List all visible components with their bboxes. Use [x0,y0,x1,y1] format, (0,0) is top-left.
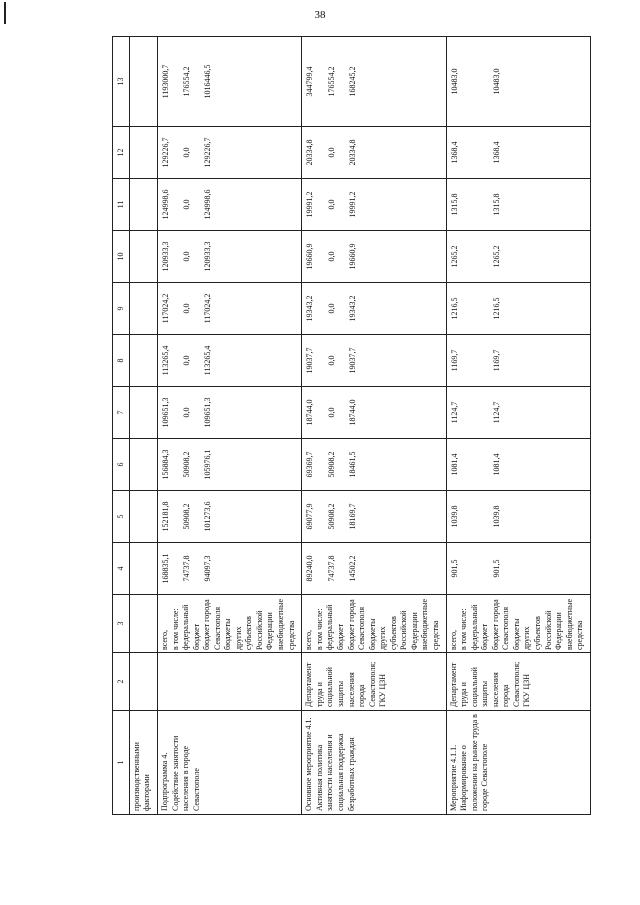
amount: 20334,8 [347,139,357,166]
amount: 74737,8 [182,555,192,582]
page-number: 38 [314,9,326,21]
amount: 19660,9 [305,243,315,270]
executor: Департамент труда и социальной защиты населения города Севастополя; ГКУ ЦЗН [302,653,446,711]
value-cell [158,491,302,543]
column-number-row [113,37,130,815]
amount [534,440,555,489]
column-header: 1 [113,711,130,815]
value-cell [302,127,446,179]
amount [534,38,555,125]
program-name: Основное мероприятие 4.1. Активная политика занятости населения и социальная поддержка безработных граждан [302,711,446,815]
amount: 18169,7 [347,503,357,530]
value-cell [446,231,590,283]
amount: 1039,8 [449,505,459,528]
amount: 1169,7 [492,349,502,372]
amount: 20334,8 [305,139,315,166]
amount [513,232,534,281]
amount: 120933,3 [203,241,213,272]
amount: 74737,8 [326,555,336,582]
amount: 152181,8 [161,501,170,532]
amount [471,284,492,333]
amount: 109651,3 [161,397,170,428]
amount: 1315,8 [492,193,502,216]
amount: 0,0 [182,407,192,418]
column-header: 13 [113,37,130,127]
amount [246,492,267,541]
value-cell [302,283,446,335]
executor: Департамент труда и социальной защиты населения города Севастополя; ГКУ ЦЗН [446,653,590,711]
amount: 0,0 [326,147,336,158]
amount [225,232,246,281]
amount: 1124,7 [492,401,502,424]
amount: 10483,0 [449,68,459,95]
value-cell [158,283,302,335]
value-cell [158,439,302,491]
amount: 19991,2 [347,191,357,218]
column-header: 6 [113,439,130,491]
amount [513,544,534,593]
amount: 1265,2 [449,245,459,268]
amount [513,128,534,177]
value-cell [158,127,302,179]
funding-source-label: всего, [160,629,169,650]
funding-sources [446,595,590,653]
amount [390,544,411,593]
amount [534,128,555,177]
amount [246,284,267,333]
amount: 1081,4 [492,453,502,476]
amount: 168245,2 [347,66,357,97]
amount [246,440,267,489]
value-cell [302,543,446,595]
amount: 176554,2 [182,66,192,97]
amount: 1265,2 [492,245,502,268]
amount: 1216,5 [492,297,502,320]
amount [246,180,267,229]
value-cell [158,335,302,387]
amount: 168835,1 [161,553,170,584]
executor [158,653,302,711]
amount: 69369,7 [305,451,315,478]
amount [369,284,390,333]
column-header: 9 [113,283,130,335]
amount [390,284,411,333]
amount [390,232,411,281]
amount [390,388,411,437]
amount: 1016446,5 [203,64,213,99]
value-cell [446,491,590,543]
table-body [113,37,591,815]
amount: 1193000,7 [161,64,170,99]
amount [390,492,411,541]
amount: 1039,8 [492,505,502,528]
value-cell [446,37,590,127]
funding-source-label: федеральный бюджет [469,604,490,650]
amount [369,180,390,229]
amount: 105976,1 [203,449,213,480]
amount: 901,5 [449,559,459,578]
value-cell [302,491,446,543]
column-header: 10 [113,231,130,283]
table-container [112,37,591,815]
amount: 19037,7 [305,347,315,374]
amount [513,388,534,437]
value-cell [446,335,590,387]
funding-source-label: всего, [304,629,314,650]
amount: 10483,0 [492,68,502,95]
amount [390,128,411,177]
amount: 0,0 [182,303,192,314]
amount [246,336,267,385]
continuation-row [130,37,158,815]
amount: 113265,4 [203,345,213,376]
scan-edge-mark [4,2,6,24]
amount: 129226,7 [161,137,170,168]
amount: 18461,5 [347,451,357,478]
amount [225,492,246,541]
amount: 1169,7 [449,349,459,372]
value-cell [302,37,446,127]
column-header: 11 [113,179,130,231]
column-header: 5 [113,491,130,543]
amount: 94097,3 [203,555,213,582]
amount [534,336,555,385]
program-name: Подпрограмма 4. Содействие занятости населения в городе Севастополе [158,711,302,815]
amount: 50908,2 [326,503,336,530]
amount: 0,0 [182,199,192,210]
amount [513,336,534,385]
funding-sources [158,595,302,653]
amount: 0,0 [182,355,192,366]
amount [534,180,555,229]
amount: 101273,6 [203,501,213,532]
value-cell [302,179,446,231]
amount [471,232,492,281]
funding-source-label: бюджет города Севастополя [202,599,222,650]
amount: 124998,6 [161,189,170,220]
funding-source-label: бюджет города Севастополя [490,599,511,650]
amount [369,440,390,489]
funding-sources [302,595,446,653]
value-cell [302,335,446,387]
amount [390,38,411,125]
funding-source-label: бюджеты других субъектов Российской Федерации [223,610,275,650]
funding-source-label: в том числе: [459,608,469,650]
amount [471,492,492,541]
value-cell [446,283,590,335]
amount: 1081,4 [449,453,459,476]
amount [246,388,267,437]
amount [390,336,411,385]
amount [471,544,492,593]
amount [246,232,267,281]
value-cell [158,231,302,283]
column-header: 7 [113,387,130,439]
amount: 50908,2 [326,451,336,478]
amount [471,38,492,125]
funding-source-label: внебюджетные средства [420,599,440,650]
amount: 14502,2 [347,555,357,582]
amount [390,180,411,229]
amount [513,440,534,489]
amount: 109651,3 [203,397,213,428]
amount: 19343,2 [305,295,315,322]
value-cell [446,127,590,179]
value-cell [302,439,446,491]
column-header: 4 [113,543,130,595]
amount [246,38,267,125]
amount [225,440,246,489]
column-header: 12 [113,127,130,179]
amount: 117024,2 [203,293,213,324]
program-name: Мероприятие 4.1.1. Информирование о положении на рынке труда в городе Севастополе [446,711,590,815]
funding-source-label: бюджеты других субъектов Российской Федерации [367,610,419,650]
amount [513,38,534,125]
amount [246,128,267,177]
amount: 0,0 [182,251,192,262]
continued-cell: производственными факторами [130,711,158,815]
amount [225,180,246,229]
amount [471,388,492,437]
amount: 344799,4 [305,66,315,97]
value-cell [446,543,590,595]
amount [369,128,390,177]
program-row [446,37,590,815]
amount: 18744,0 [305,399,315,426]
value-cell [446,179,590,231]
rotated-table-frame [112,37,591,815]
amount: 0,0 [326,303,336,314]
amount: 19037,7 [347,347,357,374]
amount: 19991,2 [305,191,315,218]
value-cell [158,543,302,595]
amount [471,128,492,177]
value-cell [302,387,446,439]
amount: 69077,9 [305,503,315,530]
amount: 1368,4 [449,141,459,164]
value-cell [446,439,590,491]
amount: 50908,2 [182,451,192,478]
amount [513,492,534,541]
funding-source-label: внебюджетные средства [276,599,296,650]
program-row [158,37,302,815]
value-cell [158,179,302,231]
column-header: 2 [113,653,130,711]
budget-table [112,36,591,815]
amount: 0,0 [326,251,336,262]
amount [369,388,390,437]
amount: 1315,8 [449,193,459,216]
amount [471,336,492,385]
funding-source-label: бюджеты других субъектов Российской Федерации [511,610,564,650]
value-cell [158,37,302,127]
value-cell [302,231,446,283]
amount [225,38,246,125]
amount: 120933,3 [161,241,170,272]
amount [225,388,246,437]
amount [534,388,555,437]
amount: 50908,2 [182,503,192,530]
value-cell [446,387,590,439]
amount [534,284,555,333]
amount [246,544,267,593]
amount: 0,0 [326,355,336,366]
amount [513,284,534,333]
amount: 19660,9 [347,243,357,270]
amount [225,284,246,333]
amount: 901,5 [492,559,502,578]
amount [513,180,534,229]
amount: 156884,3 [161,449,170,480]
amount: 19343,2 [347,295,357,322]
amount [534,232,555,281]
amount [390,440,411,489]
amount [225,128,246,177]
funding-source-label: всего, [448,629,458,650]
amount [534,544,555,593]
funding-source-label: внебюджетные средства [564,599,585,650]
amount: 0,0 [326,199,336,210]
funding-source-label: федеральный бюджет [181,604,201,650]
amount [369,232,390,281]
value-cell [158,387,302,439]
amount [534,492,555,541]
amount: 124998,6 [203,189,213,220]
amount [225,544,246,593]
column-header: 3 [113,595,130,653]
amount: 0,0 [182,147,192,158]
program-row [302,37,446,815]
amount: 1216,5 [449,297,459,320]
funding-source-label: федеральный бюджет [325,604,345,650]
funding-source-label: бюджет города Севастополя [346,599,367,650]
amount: 176554,2 [326,66,336,97]
amount [471,180,492,229]
amount [369,336,390,385]
amount: 89240,0 [305,555,315,582]
amount: 1124,7 [449,401,459,424]
amount [369,492,390,541]
amount: 129226,7 [203,137,213,168]
funding-source-label: в том числе: [314,608,324,650]
amount: 1368,4 [492,141,502,164]
amount: 117024,2 [161,293,170,324]
amount: 18744,0 [347,399,357,426]
amount [225,336,246,385]
amount: 113265,4 [161,345,170,376]
amount: 0,0 [326,407,336,418]
column-header: 8 [113,335,130,387]
amount [471,440,492,489]
amount [369,38,390,125]
amount [369,544,390,593]
funding-source-label: в том числе: [170,608,180,650]
